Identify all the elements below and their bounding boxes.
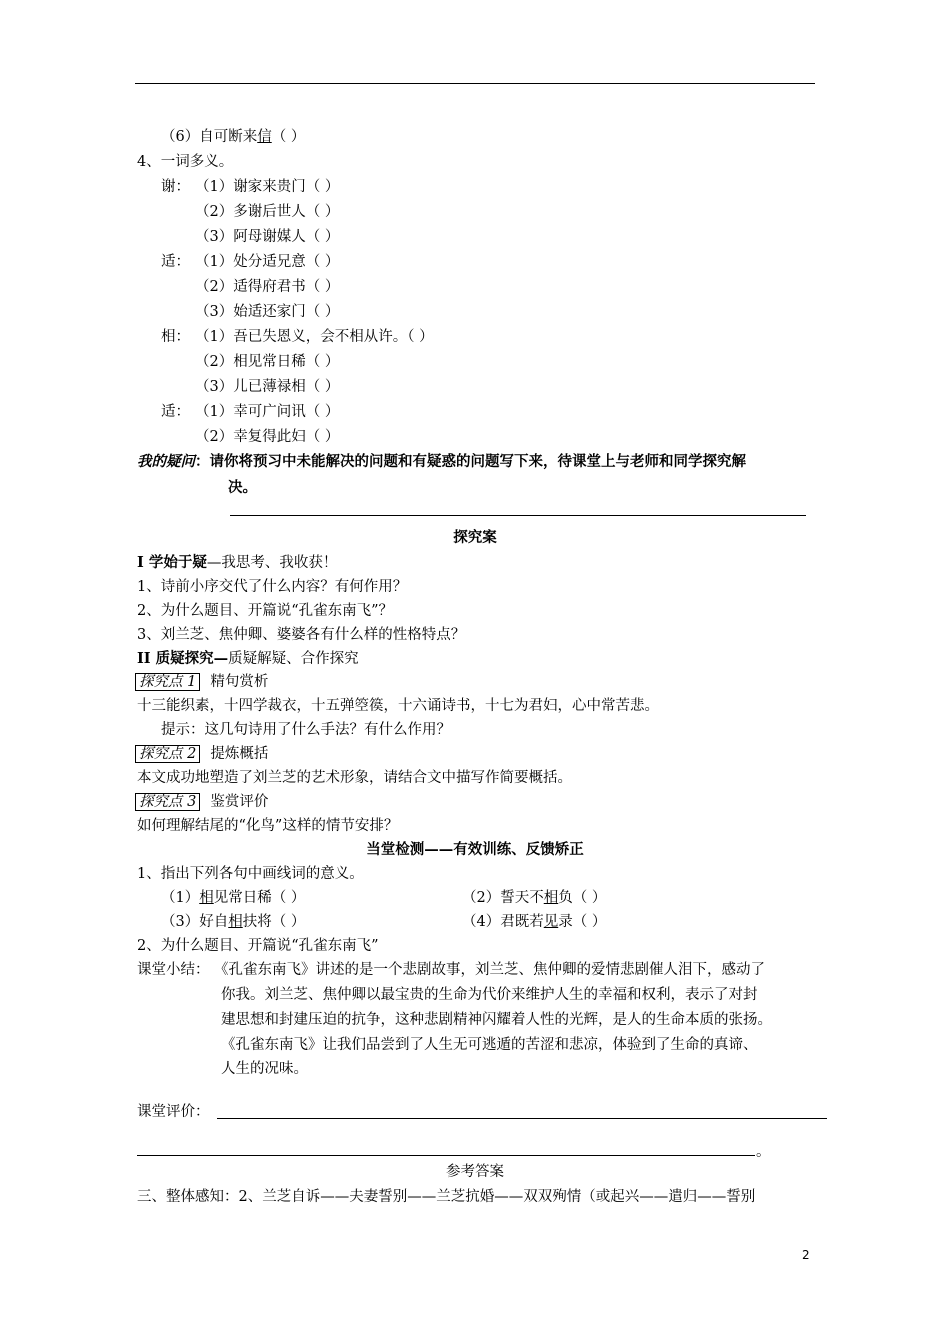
my-question: 我的疑问：请你将预习中未能解决的问题和有疑惑的问题写下来，待课堂上与老师和同学探究解 bbox=[137, 453, 746, 470]
point-3-text: 如何理解结尾的“化鸟”这样的情节安排？ bbox=[137, 818, 399, 834]
inquiry-q1: 1、诗前小序交代了什么内容？有何作用？ bbox=[137, 579, 408, 595]
point-2-text: 本文成功地塑造了刘兰芝的艺术形象，请结合文中描写作简要概括。 bbox=[137, 770, 572, 786]
xie-item-2: （2）多谢后世人（ ） bbox=[195, 204, 340, 220]
summary-label: 课堂小结： bbox=[137, 962, 210, 978]
point-1-label: 探究点 1 bbox=[135, 673, 200, 691]
evaluation-line-1[interactable] bbox=[217, 1118, 827, 1119]
xiang-item-1: （1）吾已失恩义，会不相从许。（ ） bbox=[195, 329, 434, 345]
summary-line-5: 人生的况味。 bbox=[221, 1061, 308, 1077]
xiang-item-2: （2）相见常日稀（ ） bbox=[195, 354, 340, 370]
question-answer-line bbox=[230, 515, 806, 516]
test-q1: 1、指出下列各句中画线词的意义。 bbox=[137, 866, 364, 882]
evaluation-label: 课堂评价： bbox=[137, 1104, 210, 1120]
summary-line-2: 你我。刘兰芝、焦仲卿以最宝贵的生命为代价来维护人生的幸福和权利，表示了对封 bbox=[221, 987, 758, 1003]
item-6: （6）自可断来信（ ） bbox=[161, 129, 306, 145]
shi2-item-2: （2）幸复得此妇（ ） bbox=[195, 429, 340, 445]
test-title: 当堂检测——有效训练、反馈矫正 bbox=[366, 841, 584, 858]
header-rule bbox=[135, 83, 815, 84]
evaluation-end: 。 bbox=[756, 1144, 771, 1160]
point-1-text: 十三能织素，十四学裁衣，十五弹箜篌，十六诵诗书，十七为君妇，心中常苦悲。 bbox=[137, 698, 659, 714]
inquiry-q3: 3、刘兰芝、焦仲卿、婆婆各有什么样的性格特点？ bbox=[137, 627, 466, 643]
test-item-4: （4）君既若见录（ ） bbox=[462, 914, 607, 930]
xie-char: 谢： bbox=[161, 179, 190, 195]
point-3-label: 探究点 3 bbox=[135, 793, 200, 811]
page-number: 2 bbox=[802, 1248, 810, 1262]
test-item-2: （2）誓天不相负（ ） bbox=[462, 890, 607, 906]
answers-line: 三、整体感知：2、兰芝自诉——夫妻誓别——兰芝抗婚——双双殉情（或起兴——遣归——誓别 bbox=[137, 1189, 756, 1205]
inquiry-title: 探究案 bbox=[453, 529, 497, 546]
shi2-char: 适： bbox=[161, 404, 190, 420]
evaluation-line-2[interactable] bbox=[137, 1155, 755, 1156]
point-1-hint: 提示：这几句诗用了什么手法？有什么作用？ bbox=[161, 722, 451, 738]
underlined-word: 信 bbox=[257, 129, 272, 145]
answers-title: 参考答案 bbox=[446, 1164, 504, 1180]
point-1-heading: 探究点 1 精句赏析 bbox=[135, 672, 268, 692]
shi1-char: 适： bbox=[161, 254, 190, 270]
summary-line-4: 《孔雀东南飞》让我们品尝到了人生无可逃遁的苦涩和悲凉，体验到了生命的真谛、 bbox=[221, 1037, 758, 1053]
point-2-label: 探究点 2 bbox=[135, 745, 200, 763]
part1-heading: I 学始于疑—我思考、我收获！ bbox=[137, 554, 338, 571]
summary-line-1: 《孔雀东南飞》讲述的是一个悲剧故事，刘兰芝、焦仲卿的爱情悲剧催人泪下，感动了 bbox=[214, 962, 765, 978]
my-question-cont: 决。 bbox=[228, 479, 257, 496]
inquiry-q2: 2、为什么题目、开篇说“孔雀东南飞”？ bbox=[137, 603, 394, 619]
test-item-3: （3）好自相扶将（ ） bbox=[161, 914, 306, 930]
point-3-heading: 探究点 3 鉴赏评价 bbox=[135, 792, 268, 812]
q4-title: 4、一词多义。 bbox=[137, 154, 234, 170]
shi1-item-1: （1）处分适兄意（ ） bbox=[195, 254, 340, 270]
shi1-item-2: （2）适得府君书（ ） bbox=[195, 279, 340, 295]
xie-item-3: （3）阿母谢媒人（ ） bbox=[195, 229, 340, 245]
part2-heading: II 质疑探究—质疑解疑、合作探究 bbox=[137, 650, 359, 667]
summary-line-3: 建思想和封建压迫的抗争，这种悲剧精神闪耀着人性的光辉，是人的生命本质的张扬。 bbox=[221, 1012, 772, 1028]
shi2-item-1: （1）幸可广问讯（ ） bbox=[195, 404, 340, 420]
xie-item-1: （1）谢家来贵门（ ） bbox=[195, 179, 340, 195]
test-item-1: （1）相见常日稀（ ） bbox=[161, 890, 306, 906]
my-question-label: 我的疑问 bbox=[137, 453, 195, 470]
point-2-heading: 探究点 2 提炼概括 bbox=[135, 744, 268, 764]
shi1-item-3: （3）始适还家门（ ） bbox=[195, 304, 340, 320]
xiang-char: 相： bbox=[161, 329, 190, 345]
xiang-item-3: （3）儿已薄禄相（ ） bbox=[195, 379, 340, 395]
test-q2: 2、为什么题目、开篇说“孔雀东南飞” bbox=[137, 938, 379, 954]
